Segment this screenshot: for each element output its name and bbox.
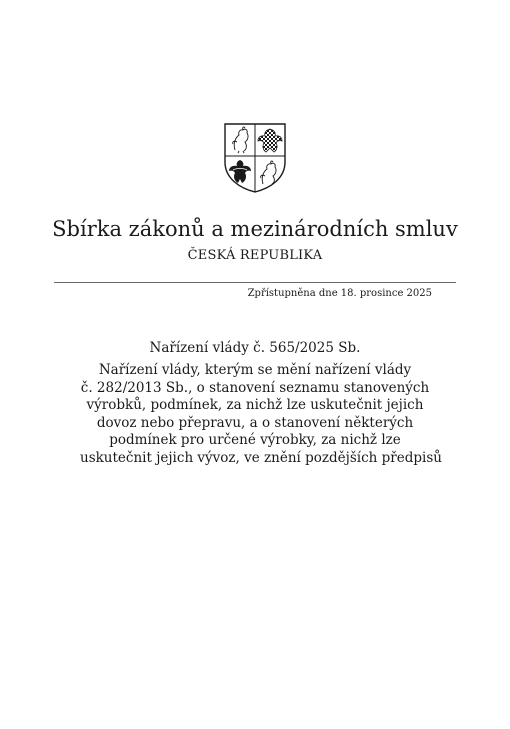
regulation-number: Nařízení vlády č. 565/2025 Sb. [149, 340, 361, 356]
regulation-title-line: podmínek pro určené výrobky, za nichž lze [109, 432, 401, 449]
regulation-title [80, 362, 442, 468]
header-divider [54, 282, 456, 283]
regulation-title-line: uskutečnit jejich vývoz, ve znění pozdějších předpisů [80, 449, 442, 466]
regulation-title-line: výrobků, podmínek, za nichž lze uskutečnit jejich [86, 397, 424, 414]
regulation-title-line: č. 282/2013 Sb., o stanovení seznamu stanovených [80, 379, 430, 396]
country-name: ČESKÁ REPUBLIKA [187, 248, 323, 263]
regulation-title-line: Nařízení vlády, kterým se mění nařízení vlády [98, 362, 412, 378]
publication-date: Zpřístupněna dne 18. prosince 2025 [247, 288, 432, 299]
czech-state-emblem-icon [223, 122, 287, 194]
regulation-title-line: dovoz nebo přepravu, a o stanovení některých [96, 414, 414, 431]
collection-title: Sbírka zákonů a mezinárodních smluv [52, 217, 458, 241]
